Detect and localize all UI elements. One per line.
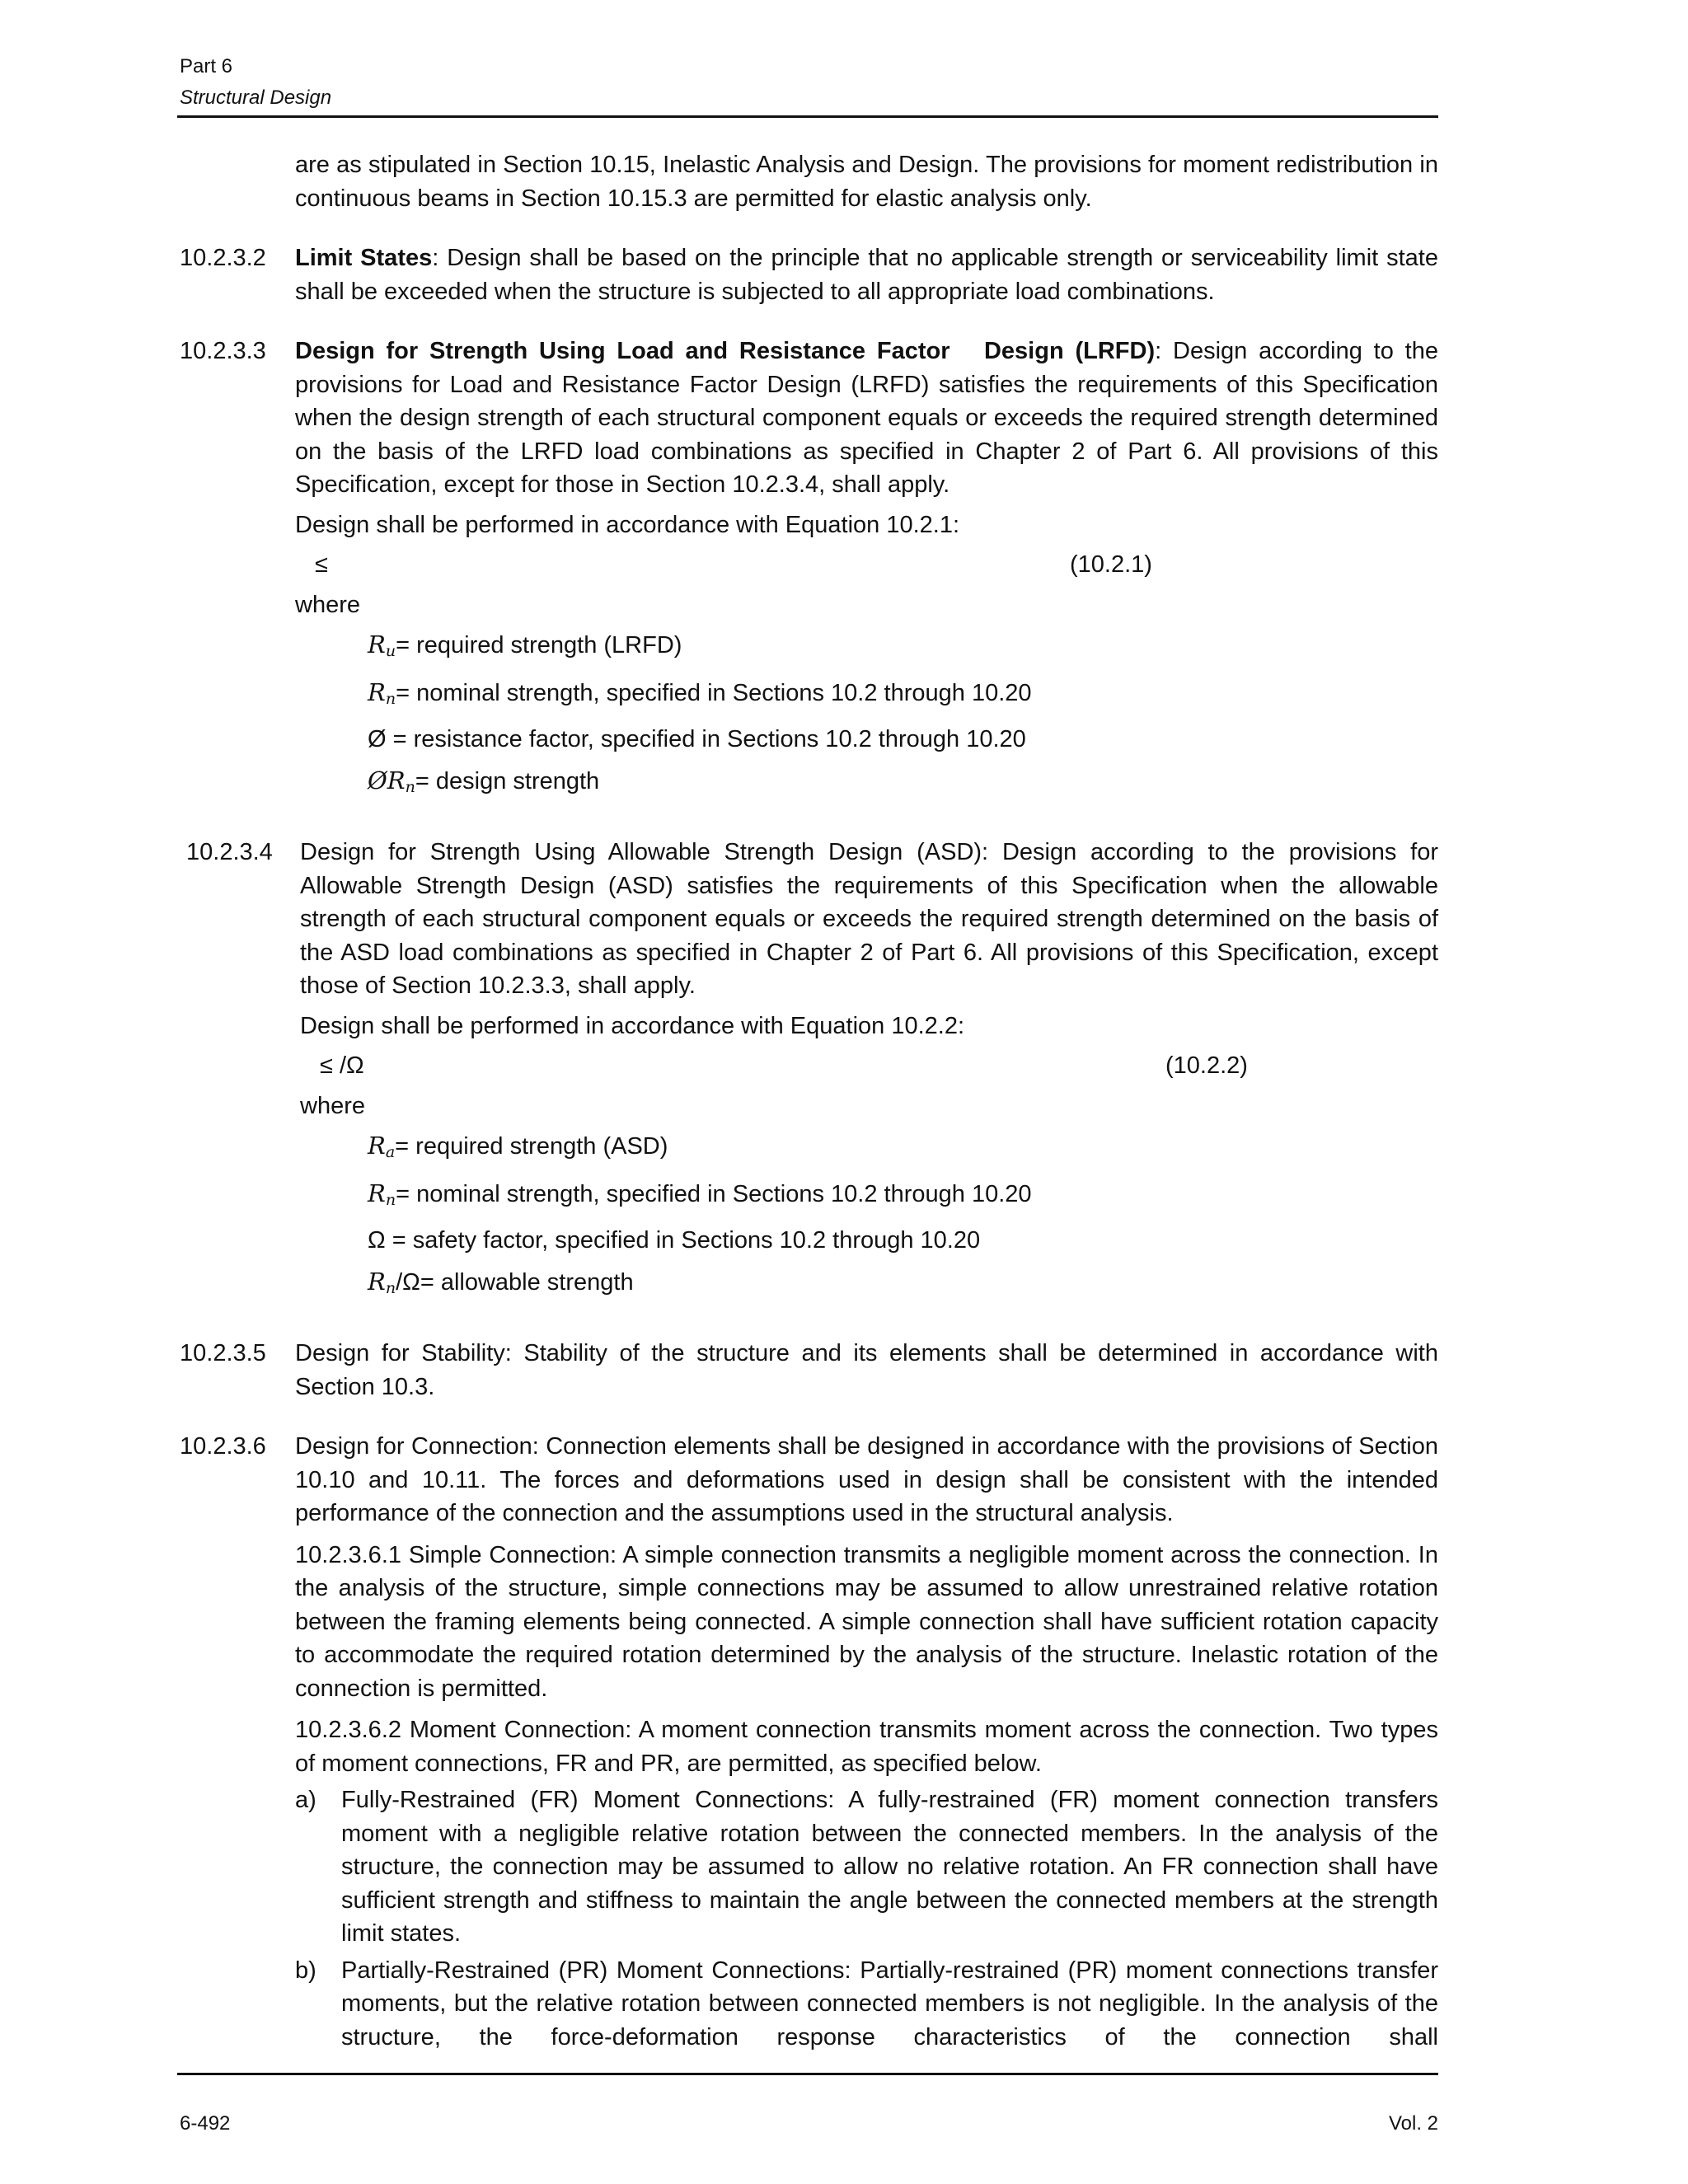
definition-item: [368, 1224, 1438, 1258]
definition-subscript: a: [385, 1143, 396, 1161]
definition-text: = required strength (LRFD): [396, 632, 682, 658]
definition-subscript: n: [405, 777, 415, 796]
definition-text: = nominal strength, specified in Sections 10.2 through 10.20: [396, 679, 1032, 706]
definition-symbol: Ω: [368, 1227, 386, 1254]
where-label: where: [295, 591, 360, 618]
equation-row: [300, 1049, 1438, 1083]
equation-row: [295, 548, 1438, 582]
section-number: 10.2.3.2: [180, 245, 266, 271]
intro-paragraph: are as stipulated in Section 10.15, Inelastic Analysis and Design. The provisions for moment redistribution in continuous beams in Section 10.15.3 are permitted for elastic analysis only.: [295, 152, 1438, 212]
definition-item: [368, 723, 1438, 757]
definition-item: [368, 628, 1438, 668]
section-body: [295, 1430, 1438, 2054]
section-paragraph: [295, 335, 1438, 502]
section-10-2-3-6: [180, 1430, 1438, 2054]
definition-subscript: n: [385, 1278, 396, 1297]
section-text: Design for Connection: Connection elements shall be designed in accordance with the provisions of Section 10.10 and 10.11. The forces and deformations used in design shall be consistent with the intended performance of the connection and the assumptions used in the structural analysis.: [295, 1433, 1438, 1526]
definition-symbol: R: [368, 1132, 386, 1160]
footer-rule: [177, 2073, 1438, 2075]
section-10-2-3-4: [180, 836, 1438, 1312]
section-body: [295, 335, 1438, 811]
definition-item: [368, 1265, 1438, 1305]
definition-symbol: R: [368, 630, 386, 658]
definition-text: = nominal strength, specified in Sections 10.2 through 10.20: [396, 1180, 1032, 1207]
equation-expression: ≤ /Ω: [320, 1052, 364, 1079]
definition-item: [368, 1177, 1438, 1217]
header-title: Structural Design: [180, 87, 332, 109]
list-item: [295, 1954, 1438, 2055]
subsection-simple-connection: 10.2.3.6.1 Simple Connection: A simple connection transmits a negligible moment across the connection. In the analysis of the structure, simple connections may be assumed to allow unrestrained relative rotation between the framing elements being connected. A simple connection shall have sufficient rotation capacity to accommodate the required rotation determined by the analysis of the structure. Inelastic rotation of the connection is permitted.: [295, 1541, 1438, 1702]
section-body: [295, 241, 1438, 308]
page-content: [180, 148, 1438, 2080]
section-text: : Design shall be based on the principle that no applicable strength or serviceability limit state shall be exceeded when the structure is subjected to all appropriate load combinations.: [295, 245, 1438, 305]
section-text: Design for Stability: Stability of the structure and its elements shall be determined in accordance with Section 10.3.: [295, 1340, 1438, 1400]
definition-text: = design strength: [415, 767, 600, 794]
definition-item: [368, 764, 1438, 804]
section-body: [300, 836, 1438, 1312]
section-title: Design for Strength Using Load and Resistance Factor Design (LRFD): [295, 338, 1156, 364]
section-title: Limit States: [295, 245, 433, 271]
definition-symbol: R: [368, 1267, 386, 1296]
definition-subscript: u: [385, 642, 396, 660]
definition-text: = safety factor, specified in Sections 10.2 through 10.20: [385, 1227, 981, 1254]
list-item-text: Fully-Restrained (FR) Moment Connections: A fully-restrained (FR) moment connection transfers moment with a negligible relative rotation between the connected members. In the analysis of the structure, the connection may be assumed to allow no relative rotation. An FR connection shall have sufficient strength and stiffness to maintain the angle between the connected members at the strength limit states.: [341, 1787, 1438, 1947]
definitions-list: [368, 628, 1438, 804]
definition-item: [368, 1129, 1438, 1169]
definition-symbol: Ø: [368, 726, 387, 752]
section-number: 10.2.3.4: [186, 839, 273, 865]
definitions-list: [368, 1129, 1438, 1305]
equation-number: (10.2.2): [1165, 1052, 1248, 1079]
section-text: Design for Strength Using Allowable Strength Design (ASD): Design according to the provisions for Allowable Strength Design (ASD) satisfies the requirements of this Specification when the allowable strength of each structural component equals or exceeds the required strength determined on the basis of the ASD load combinations as specified in Chapter 2 of Part 6. All provisions of this Specification, except those of Section 10.2.3.3, shall apply.: [300, 839, 1438, 999]
section-number: 10.2.3.3: [180, 338, 266, 364]
list-item-label: a): [295, 1787, 316, 1813]
list-item-label: b): [295, 1957, 316, 1984]
definition-text: = required strength (ASD): [395, 1133, 668, 1160]
definition-subscript: n: [385, 1190, 396, 1209]
section-number: 10.2.3.5: [180, 1340, 266, 1366]
subsection-moment-connection: 10.2.3.6.2 Moment Connection: A moment connection transmits moment across the connection. Two types of moment connections, FR and PR, are permitted, as specified below.: [295, 1717, 1438, 1777]
equation-expression: ≤: [315, 551, 328, 578]
equation-intro: Design shall be performed in accordance with Equation 10.2.2:: [300, 1012, 965, 1039]
section-10-2-3-3: [180, 335, 1438, 811]
definition-item: [368, 676, 1438, 716]
section-10-2-3-2: [180, 241, 1438, 308]
definition-subscript: n: [385, 689, 396, 708]
definition-text: = resistance factor, specified in Sections 10.2 through 10.20: [386, 726, 1026, 752]
section-number: 10.2.3.6: [180, 1433, 266, 1460]
definition-symbol: R: [368, 677, 386, 706]
volume-label: Vol. 2: [1388, 2112, 1438, 2135]
list-item: [295, 1783, 1438, 1951]
definition-text: /Ω= allowable strength: [396, 1268, 634, 1296]
header-part: Part 6: [180, 55, 233, 77]
equation-number: (10.2.1): [1070, 551, 1152, 578]
header-rule: [177, 115, 1438, 118]
section-text: : Design according to the provisions for Load and Resistance Factor Design (LRFD) satisfies the requirements of this Specification when the design strength of each structural component equals or exceeds the required strength determined on the basis of the LRFD load combinations as specified in Chapter 2 of Part 6. All provisions of this Specification, except for those in Section 10.2.3.4, shall apply.: [295, 338, 1438, 498]
equation-intro: Design shall be performed in accordance with Equation 10.2.1:: [295, 511, 960, 538]
definition-symbol: R: [368, 1179, 386, 1207]
list-item-text: Partially-Restrained (PR) Moment Connections: Partially-restrained (PR) moment connections transfer moments, but the relative rotation between connected members is not negligible. In the analysis of the structure, the force-deformation response characteristics of the connection shall: [341, 1957, 1438, 2050]
page-number: 6-492: [180, 2112, 231, 2135]
where-label: where: [300, 1092, 365, 1119]
section-10-2-3-5: [180, 1337, 1438, 1404]
definition-symbol: ØR: [368, 766, 406, 794]
